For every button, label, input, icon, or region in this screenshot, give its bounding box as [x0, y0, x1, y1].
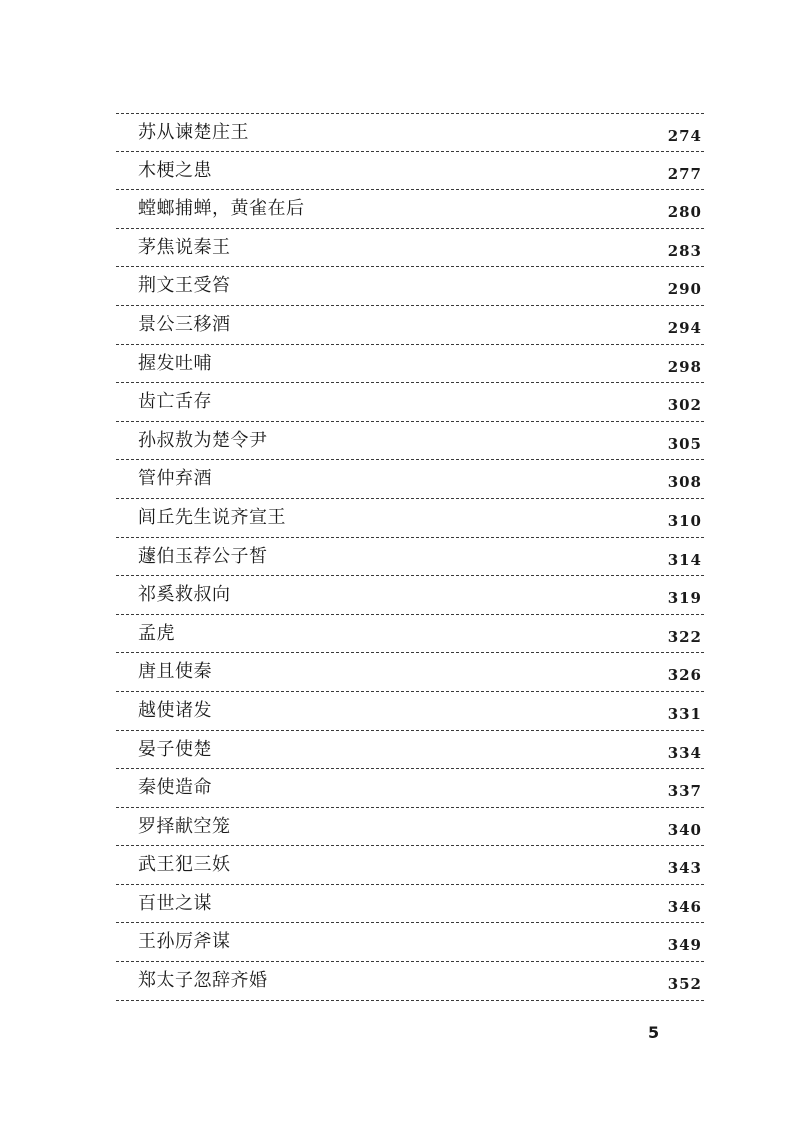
toc-entry[interactable]: [116, 383, 704, 422]
toc-entry[interactable]: [116, 538, 704, 577]
toc-entry-page: 314: [667, 550, 702, 569]
toc-entry-page: 274: [667, 127, 702, 145]
toc-entry-title: 蘧伯玉荐公子皙: [138, 545, 268, 567]
toc-entry-page: 308: [667, 473, 702, 492]
toc-entry[interactable]: [116, 808, 704, 847]
toc-entry-title: 孙叔敖为楚令尹: [138, 429, 268, 451]
toc-entry-title: 茅焦说秦王: [138, 236, 231, 258]
toc-entry[interactable]: [116, 731, 704, 770]
toc-entry-title: 苏从谏楚庄王: [138, 122, 249, 143]
toc-entry-page: 340: [667, 820, 702, 839]
toc-entry-title: 闾丘先生说齐宣王: [138, 506, 286, 528]
toc-entry-title: 木梗之患: [138, 159, 212, 181]
toc-entry[interactable]: [116, 576, 704, 615]
toc-entry-title: 螳螂捕蝉，黄雀在后: [138, 198, 305, 220]
toc-entry-title: 管仲弃酒: [138, 468, 212, 490]
toc-entry[interactable]: [116, 653, 704, 692]
toc-entry[interactable]: [116, 769, 704, 808]
toc-entry-title: 郑太子忽辞齐婚: [138, 970, 268, 992]
toc-entry[interactable]: [116, 962, 704, 1001]
toc-entry[interactable]: [116, 190, 704, 229]
toc-entry[interactable]: [116, 615, 704, 654]
toc-entry-title: 百世之谋: [138, 892, 212, 914]
toc-entry[interactable]: [116, 422, 704, 461]
toc-entry-page: 346: [667, 897, 702, 916]
toc-entry-title: 唐且使秦: [138, 661, 212, 683]
toc-entry-title: 景公三移酒: [138, 313, 231, 335]
toc-entry-page: 352: [667, 975, 702, 994]
toc-entry[interactable]: [116, 345, 704, 384]
toc-entry-page: 310: [667, 511, 702, 530]
toc-entry-page: 326: [667, 666, 702, 685]
toc-entry-title: 孟虎: [138, 622, 175, 644]
toc-entry-title: 祁奚救叔向: [138, 584, 231, 606]
toc-entry-title: 秦使造命: [138, 777, 212, 799]
toc-entry-page: 322: [667, 627, 702, 646]
toc-entry[interactable]: [116, 229, 704, 268]
toc-entry[interactable]: [116, 113, 704, 152]
table-of-contents: [116, 113, 704, 1001]
toc-entry-page: 283: [667, 241, 702, 260]
toc-entry-title: 王孙厉斧谋: [138, 931, 231, 953]
toc-entry-title: 罗择献空笼: [138, 815, 231, 837]
toc-entry[interactable]: [116, 692, 704, 731]
toc-entry-page: 319: [667, 589, 702, 608]
toc-entry-title: 握发吐哺: [138, 352, 212, 374]
toc-entry-title: 齿亡舌存: [138, 391, 212, 413]
toc-entry[interactable]: [116, 885, 704, 924]
toc-entry-title: 晏子使楚: [138, 738, 212, 760]
toc-entry-title: 武王犯三妖: [138, 854, 231, 876]
toc-entry-page: 349: [667, 936, 702, 955]
toc-entry[interactable]: [116, 460, 704, 499]
toc-entry-title: 越使诸发: [138, 699, 212, 721]
toc-entry-page: 277: [667, 164, 702, 183]
toc-entry[interactable]: [116, 306, 704, 345]
toc-entry[interactable]: [116, 152, 704, 191]
page-number: 5: [648, 1023, 660, 1042]
toc-entry[interactable]: [116, 267, 704, 306]
toc-entry-page: 305: [667, 434, 702, 453]
toc-entry[interactable]: [116, 923, 704, 962]
toc-entry-page: 280: [667, 203, 702, 222]
toc-entry[interactable]: [116, 499, 704, 538]
toc-entry-page: 337: [667, 782, 702, 801]
toc-entry-page: 302: [667, 396, 702, 415]
toc-entry-page: 290: [667, 280, 702, 299]
toc-entry-page: 298: [667, 357, 702, 376]
toc-entry[interactable]: [116, 846, 704, 885]
toc-entry-page: 294: [667, 318, 702, 337]
toc-entry-page: 334: [667, 743, 702, 762]
toc-entry-page: 331: [667, 704, 702, 723]
toc-entry-title: 荆文王受笞: [138, 275, 231, 297]
toc-entry-page: 343: [667, 859, 702, 878]
